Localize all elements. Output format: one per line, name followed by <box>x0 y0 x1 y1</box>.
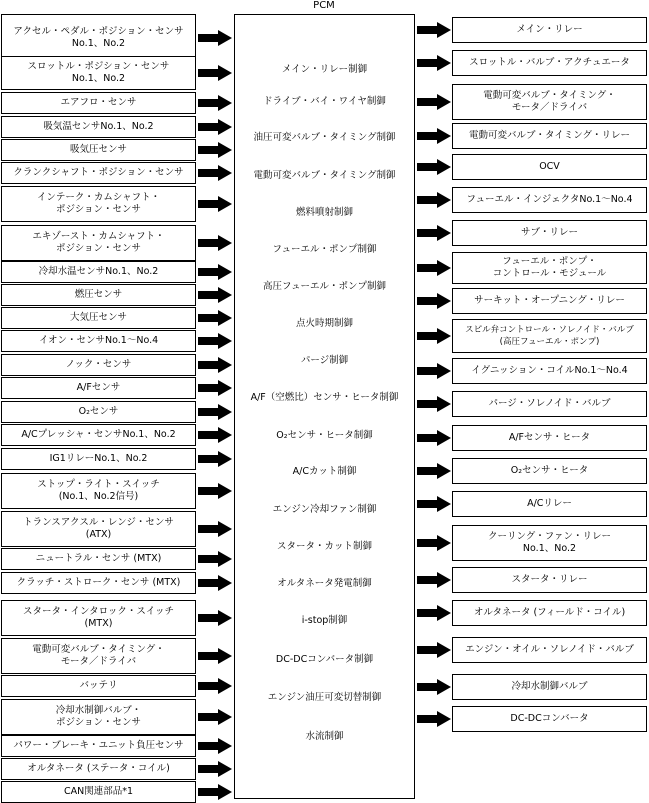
input-arrow <box>198 678 232 694</box>
output-actuator-box: サブ・リレー <box>452 220 647 246</box>
input-sensor-box: ストップ・ライト・スイッチ (No.1、No.2信号) <box>1 473 196 509</box>
input-sensor-box: イオン・センサNo.1～No.4 <box>1 330 196 352</box>
input-arrow <box>198 119 232 135</box>
output-actuator-box: パージ・ソレノイド・バルブ <box>452 391 647 417</box>
control-function-label: i-stop制御 <box>301 615 348 626</box>
input-sensor-box: トランスアクスル・レンジ・センサ (ATX) <box>1 511 196 547</box>
input-arrow <box>198 575 232 591</box>
output-actuator-box: フューエル・ポンプ・ コントロール・モジュール <box>452 252 647 284</box>
input-arrow <box>198 784 232 800</box>
pcm-title: PCM <box>313 0 335 11</box>
control-function-label: エンジン油圧可変切替制御 <box>267 692 382 703</box>
control-function-label: オルタネータ発電制御 <box>277 578 372 589</box>
input-sensor-box: A/Fセンサ <box>1 377 196 399</box>
output-arrow <box>417 605 451 621</box>
input-sensor-box: O₂センサ <box>1 401 196 423</box>
input-sensor-box: エキゾースト・カムシャフト・ ポジション・センサ <box>1 225 196 261</box>
output-actuator-box: クーリング・ファン・リレー No.1、No.2 <box>452 525 647 561</box>
input-arrow <box>198 521 232 537</box>
input-sensor-box: 吸気温センサNo.1、No.2 <box>1 116 196 138</box>
input-sensor-box: オルタネータ (ステータ・コイル) <box>1 758 196 780</box>
output-arrow <box>417 679 451 695</box>
output-arrow <box>417 396 451 412</box>
input-sensor-box: 吸気圧センサ <box>1 139 196 161</box>
control-function-label: 点火時期制御 <box>295 318 353 329</box>
input-arrow <box>198 310 232 326</box>
input-arrow <box>198 357 232 373</box>
output-arrow <box>417 94 451 110</box>
control-function-label: パージ制御 <box>300 355 349 366</box>
output-actuator-box: スピル弁コントロール・ソレノイド・バルブ (高圧フューエル・ポンプ) <box>452 319 647 353</box>
output-arrow <box>417 159 451 175</box>
output-actuator-box: サーキット・オープニング・リレー <box>452 288 647 314</box>
input-sensor-box: エアフロ・センサ <box>1 92 196 114</box>
control-function-label: 水流制御 <box>305 731 344 742</box>
input-sensor-box: スタータ・インタロック・スイッチ (MTX) <box>1 600 196 636</box>
input-arrow <box>198 610 232 626</box>
output-arrow <box>417 463 451 479</box>
output-arrow <box>417 128 451 144</box>
control-function-label: 油圧可変バルブ・タイミング制御 <box>253 132 396 143</box>
output-actuator-box: A/Cリレー <box>452 491 647 517</box>
output-actuator-box: フューエル・インジェクタNo.1～No.4 <box>452 187 647 213</box>
output-arrow <box>417 192 451 208</box>
input-arrow <box>198 709 232 725</box>
input-sensor-box: A/Cプレッシャ・センサNo.1、No.2 <box>1 424 196 446</box>
input-sensor-box: クラッチ・ストローク・センサ (MTX) <box>1 572 196 594</box>
input-sensor-box: パワー・ブレーキ・ユニット負圧センサ <box>1 735 196 757</box>
output-actuator-box: エンジン・オイル・ソレノイド・バルブ <box>452 637 647 663</box>
output-actuator-box: 電動可変バルブ・タイミング・リレー <box>452 123 647 149</box>
input-arrow <box>198 65 232 81</box>
input-arrow <box>198 333 232 349</box>
control-function-label: ドライブ・バイ・ワイヤ制御 <box>263 96 386 107</box>
output-arrow <box>417 642 451 658</box>
output-actuator-box: OCV <box>452 154 647 180</box>
output-arrow <box>417 711 451 727</box>
output-actuator-box: スタータ・リレー <box>452 567 647 593</box>
input-arrow <box>198 287 232 303</box>
control-function-label: DC-DCコンバータ制御 <box>275 654 374 665</box>
input-arrow <box>198 95 232 111</box>
input-arrow <box>198 380 232 396</box>
input-sensor-box: 冷却水温センサNo.1、No.2 <box>1 261 196 283</box>
output-actuator-box: 冷却水制御バルブ <box>452 674 647 700</box>
input-arrow <box>198 264 232 280</box>
input-sensor-box: IG1リレーNo.1、No.2 <box>1 448 196 470</box>
input-sensor-box: 燃圧センサ <box>1 284 196 306</box>
output-actuator-box: DC-DCコンバータ <box>452 706 647 732</box>
output-arrow <box>417 22 451 38</box>
input-arrow <box>198 30 232 46</box>
input-arrow <box>198 235 232 251</box>
control-function-label: A/F（空燃比）センサ・ヒータ制御 <box>250 392 399 403</box>
output-arrow <box>417 260 451 276</box>
output-arrow <box>417 535 451 551</box>
input-sensor-box: インテーク・カムシャフト・ ポジション・センサ <box>1 186 196 222</box>
control-function-label: O₂センサ・ヒータ制御 <box>276 430 373 441</box>
input-arrow <box>198 196 232 212</box>
input-sensor-box: クランクシャフト・ポジション・センサ <box>1 162 196 184</box>
output-actuator-box: A/Fセンサ・ヒータ <box>452 425 647 451</box>
output-actuator-box: 電動可変バルブ・タイミング・ モータ／ドライバ <box>452 84 647 120</box>
output-actuator-box: イグニッション・コイルNo.1～No.4 <box>452 358 647 384</box>
control-function-label: 燃料噴射制御 <box>295 207 353 218</box>
input-arrow <box>198 451 232 467</box>
input-sensor-box: CAN関連部品*1 <box>1 781 196 803</box>
output-arrow <box>417 328 451 344</box>
input-arrow <box>198 165 232 181</box>
output-arrow <box>417 293 451 309</box>
output-actuator-box: メイン・リレー <box>452 17 647 43</box>
input-arrow <box>198 761 232 777</box>
control-function-label: エンジン冷却ファン制御 <box>272 504 377 515</box>
input-arrow <box>198 142 232 158</box>
input-sensor-box: 冷却水制御バルブ・ ポジション・センサ <box>1 699 196 735</box>
control-function-label: 電動可変バルブ・タイミング制御 <box>253 170 396 181</box>
control-function-label: メイン・リレー制御 <box>281 64 368 75</box>
input-arrow <box>198 483 232 499</box>
output-actuator-box: O₂センサ・ヒータ <box>452 458 647 484</box>
output-arrow <box>417 55 451 71</box>
input-sensor-box: 電動可変バルブ・タイミング・ モータ／ドライバ <box>1 638 196 674</box>
input-sensor-box: ニュートラル・センサ (MTX) <box>1 548 196 570</box>
input-sensor-box: バッテリ <box>1 675 196 697</box>
control-function-label: スタータ・カット制御 <box>277 541 372 552</box>
input-sensor-box: スロットル・ポジション・センサ No.1、No.2 <box>1 56 196 90</box>
control-function-label: フューエル・ポンプ制御 <box>272 244 377 255</box>
output-actuator-box: オルタネータ (フィールド・コイル) <box>452 600 647 626</box>
control-function-label: A/Cカット制御 <box>292 466 357 477</box>
input-sensor-box: アクセル・ペダル・ポジション・センサ No.1、No.2 <box>1 14 196 62</box>
input-sensor-box: ノック・センサ <box>1 354 196 376</box>
output-arrow <box>417 572 451 588</box>
input-arrow <box>198 738 232 754</box>
input-sensor-box: 大気圧センサ <box>1 307 196 329</box>
input-arrow <box>198 404 232 420</box>
input-arrow <box>198 427 232 443</box>
output-arrow <box>417 363 451 379</box>
input-arrow <box>198 551 232 567</box>
output-arrow <box>417 496 451 512</box>
output-arrow <box>417 225 451 241</box>
output-arrow <box>417 430 451 446</box>
control-function-label: 高圧フューエル・ポンプ制御 <box>262 281 387 292</box>
output-actuator-box: スロットル・バルブ・アクチュエータ <box>452 50 647 76</box>
input-arrow <box>198 648 232 664</box>
